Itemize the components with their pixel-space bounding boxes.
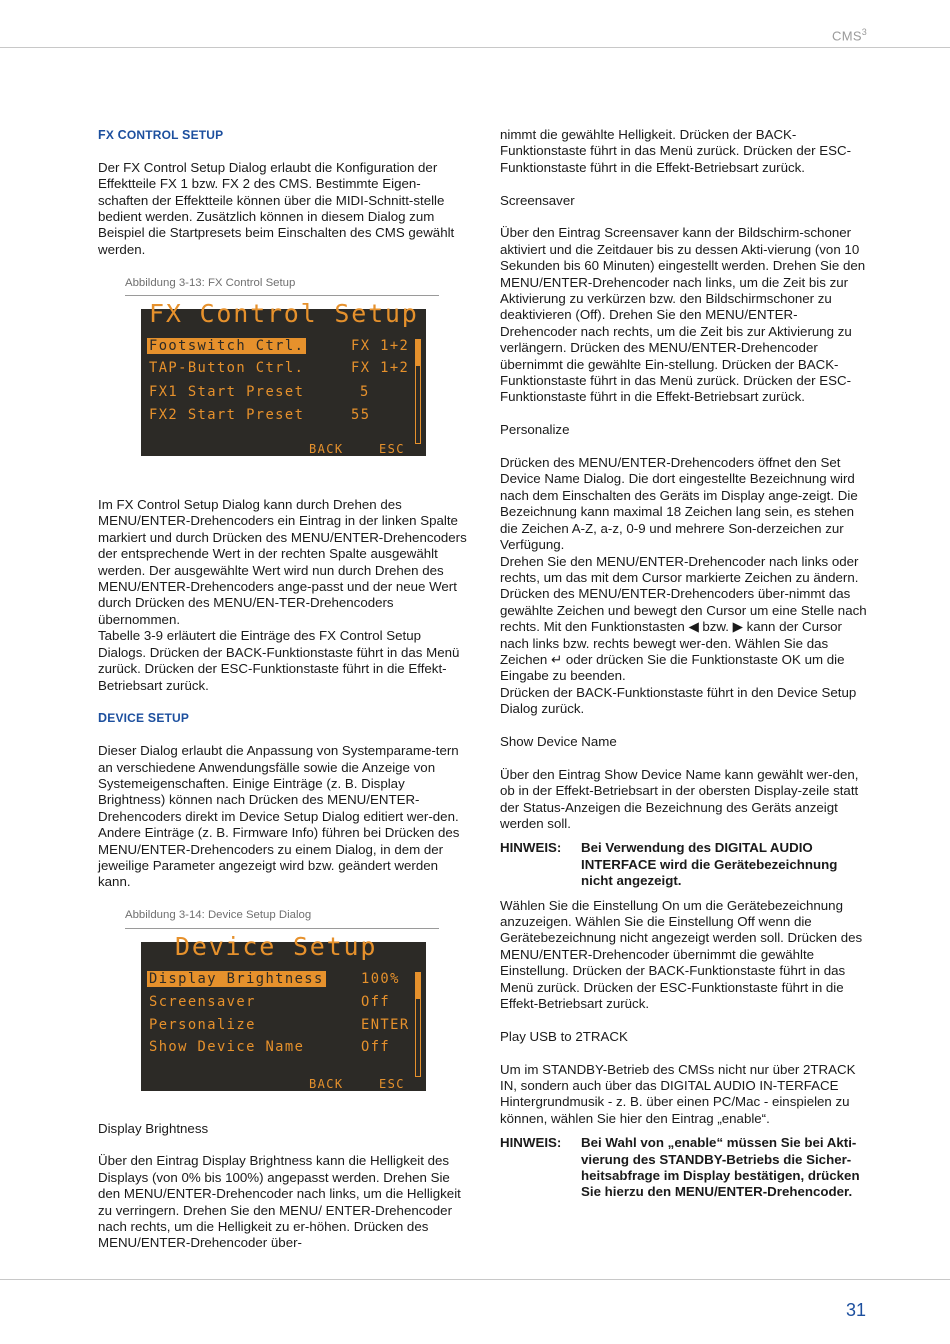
lcd-display-device-setup (141, 931, 426, 1091)
page-number: 31 (846, 1300, 867, 1320)
lcd-row: FX1 Start Preset 5 (149, 384, 370, 401)
lcd-row: FX2 Start Preset 55 (149, 407, 371, 424)
paragraph: Über den Eintrag Screensaver kann der Bildschirm-schoner aktiviert und die Zeitdauer bis zu dessen Akti-vierung (von 10 Sekunden bis 60 Minuten) eingestellt werden. Drehen Sie den MENU/ENTER-Drehencoder nach links, um die Zeit bis zur Aktivierung zu verkürzen bzw. den Bildschirmschoner zu deaktivieren (Off). Drehen Sie den MENU/ENTER-Drehencoder nach rechts, um die Zeit bis zur Aktivierung zu verlängern. Drücken des MENU/ENTER-Drehencoder übernimmt die gewählte Ein-stellung. Drücken der BACK-Funktionstaste führt in das Menü zurück. Drücken der ESC-Funktionstaste führt in die Effekt-Betriebsart zurück. (500, 225, 866, 405)
paragraph: Wählen Sie die Einstellung On um die Gerätebezeichnung anzuzeigen. Wählen Sie die Einstellung Off wenn die Gerätebezeichnung nicht angezeigt werden soll. Drücken des MENU/ENTER-Drehencoder übernimmt die gewählte Einstellung. Drücken der BACK-Funktionstaste führt in das Menü zurück. Drücken der ESC-Funktionstaste führt in die Effekt-Betriebsart zurück. (500, 897, 863, 1012)
subheading: Show Device Name (500, 733, 617, 749)
figure-caption: Abbildung 3-13: FX Control Setup (125, 275, 439, 296)
subheading: Play USB to 2TRACK (500, 1028, 628, 1044)
lcd-title: Device Setup (175, 931, 378, 961)
lcd-row: TAP-Button Ctrl. FX 1+2 (149, 360, 410, 377)
left-column (98, 127, 470, 1268)
lcd-scrollbar (415, 339, 421, 444)
paragraph: Dieser Dialog erlaubt die Anpassung von Systemparame-tern an verschiedene Anwendungsfälle sowie die Anzeige von Systemeigenschaften. Einige Einträge (z. B. Display Brightness) können nach Drücken des MENU/ENTER-Drehencoders direkt im Device Setup Dialog editiert wer-den. Andere Einträge (z. B. Firmware Info) führen bei Drücken des MENU/ENTER-Drehencoders zu einem Dialog, in dem der jeweilige Parameter angezeigt wird bzw. geändert werden kann. (98, 743, 460, 890)
lcd-row: Screensaver Off (149, 993, 391, 1010)
subheading: Personalize (500, 422, 570, 438)
note-label: HINWEIS: (500, 1135, 562, 1151)
lcd-display-fx-control-setup (141, 299, 426, 457)
paragraph: Um im STANDBY-Betrieb des CMSs nicht nur über 2TRACK IN, sondern auch über das DIGITAL AUDIO IN-TERFACE Hintergrundmusik - z. B. über einen PC/Mac - einspielen zu können, wählen Sie hier den Eintrag „enable“. (500, 1061, 856, 1126)
lcd-title: FX Control Setup (149, 299, 419, 329)
paragraph: Drücken des MENU/ENTER-Drehencoders öffnet den Set Device Name Dialog. Die dort eingestellte Bezeichnung wird nach dem Einschalten des Geräts im Display ange-zeigt. Die Bezeichnung kann maximal 18 Zeichen lang sein, es stehen die Zeichen A-Z, a-z, 0-9 und mehrere Son-derzeichen zur Verfügung. Drehen Sie den MENU/ENTER-Drehencoder nach links oder rechts, um das mit dem Cursor markierte Zeichen zu ändern. Drücken des MENU/ENTER-Drehencoders über-nimmt das gewählte Zeichen und bewegt den Cursor um eine Stelle nach rechts. Mit den Funktionstasten ◀ bzw. ▶ kann der Cursor nach links bzw. rechts bewegt wer-den. Wählen Sie das Zeichen ↵ oder drücken Sie die Funktionstaste OK um die Eingabe zu beenden. Drücken der BACK-Funktionstaste führt in den Device Setup Dialog zurück. (500, 455, 867, 717)
lcd-back-label: BACK (309, 442, 344, 457)
lcd-row-selected: Footswitch Ctrl. FX 1+2 (149, 338, 410, 355)
note-box (500, 840, 872, 889)
header-product-tag: CMS$^3$ (832, 27, 868, 44)
subheading: Display Brightness (98, 1120, 209, 1136)
right-column (500, 127, 872, 1209)
lcd-esc-label: ESC (379, 442, 405, 457)
section-heading-device-setup: DEVICE SETUP (98, 711, 190, 726)
lcd-row-selected: Display Brightness 100% (149, 970, 400, 987)
lcd-back-label: BACK (309, 1076, 344, 1091)
paragraph: Über den Eintrag Show Device Name kann gewählt wer-den, ob in der Effekt-Betriebsart in der obersten Display-zeile statt der Status-Anzeigen die Bezeichnung des Geräts anzeigt werden soll. (500, 766, 859, 831)
lcd-scrollbar (415, 972, 421, 1077)
section-heading-fx-control-setup: FX CONTROL SETUP (98, 128, 224, 142)
lcd-row: Personalize ENTER (149, 1016, 410, 1033)
note-text: Bei Wahl von „enable“ müssen Sie bei Akti-vierung des STANDBY-Betriebs die Sicher-heitsabfrage im Display bestätigen, drücken Sie hierzu den MENU/ENTER-Drehencoder. (581, 1135, 860, 1200)
footer-rule (0, 1279, 950, 1280)
paragraph: Im FX Control Setup Dialog kann durch Drehen des MENU/ENTER-Drehencoders ein Eintrag in der linken Spalte markiert und durch Drücken des MENU/ENTER-Drehencoders der entsprechende Wert in der rechten Spalte ausgewählt werden. Der ausgewählte Wert wird nun durch Drehen des MENU/ENTER-Drehencoders ange-passt und der neue Wert durch Drücken des MENU/EN-TER-Drehencoders übernommen. Tabelle 3-9 erläutert die Einträge des FX Control Setup Dialogs. Drücken der BACK-Funktionstaste führt in das Menü zurück. Drücken der ESC-Funktionstaste führt in die Effekt-Betriebsart zurück. (98, 497, 467, 693)
header-rule (0, 47, 950, 48)
note-text: Bei Verwendung des DIGITAL AUDIO INTERFACE wird die Gerätebezeichnung nicht angezeigt. (581, 840, 838, 889)
paragraph: Der FX Control Setup Dialog erlaubt die Konfiguration der Effektteile FX 1 bzw. FX 2 des CMS. Bestimmte Eigen-schaften der Effektteile können über die MIDI-Schnitt-stelle bedient werden. Zusätzlich können in diesem Dialog zum Beispiel die Startpresets beim Einschalten des CMS gewählt werden. (98, 159, 455, 257)
note-label: HINWEIS: (500, 840, 562, 856)
paragraph: nimmt die gewählte Helligkeit. Drücken der BACK-Funktionstaste führt in das Menü zurück. Drücken der ESC-Funktionstaste führt in die Effekt-Betriebsart zurück. (500, 127, 852, 175)
figure-caption: Abbildung 3-14: Device Setup Dialog (125, 907, 439, 928)
lcd-row: Show Device Name Off (149, 1038, 391, 1055)
paragraph: Über den Eintrag Display Brightness kann die Helligkeit des Displays (von 0% bis 100%) angepasst werden. Drehen Sie den MENU/ENTER-Drehencoder nach links, um die Helligkeit zu verringern. Drehen Sie den MENU/ ENTER-Drehencoder nach rechts, um die Helligkeit zu er-höhen. Drücken des MENU/ENTER-Drehencoder über- (98, 1153, 461, 1251)
note-box (500, 1135, 872, 1201)
lcd-esc-label: ESC (379, 1076, 405, 1091)
subheading: Screensaver (500, 192, 575, 208)
